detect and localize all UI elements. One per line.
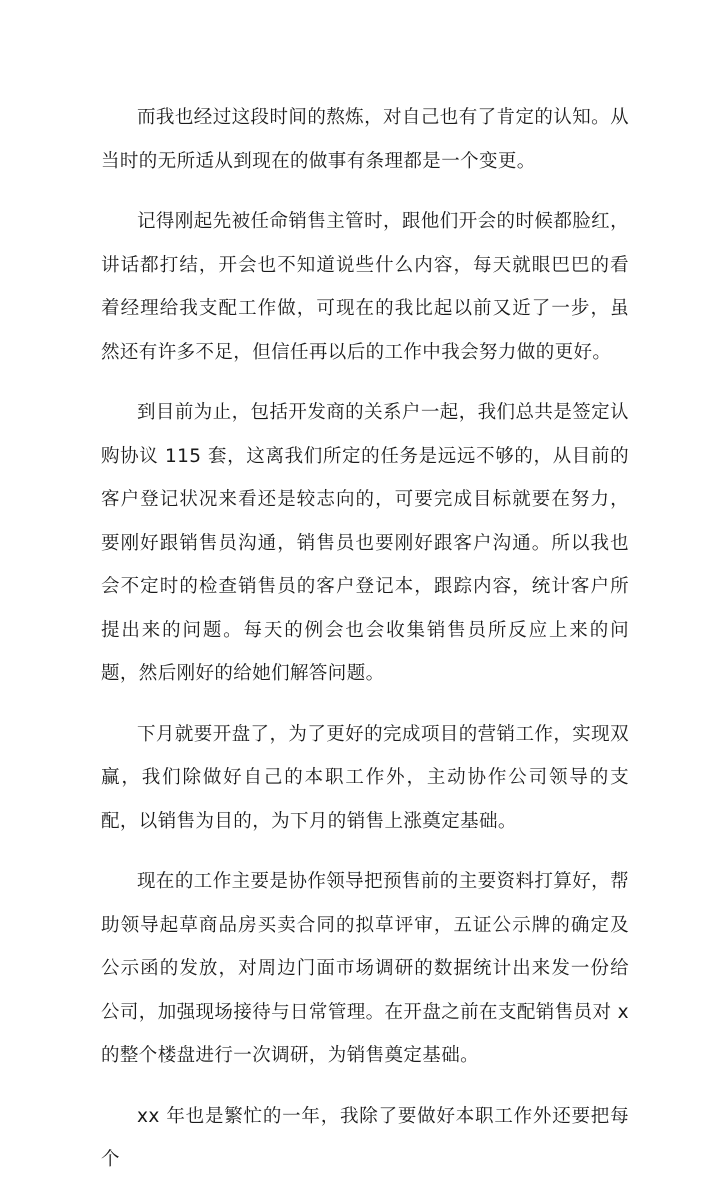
paragraph-4: 下月就要开盘了，为了更好的完成项目的营销工作，实现双赢，我们除做好自己的本职工作外，主动协作公司领导的支配，以销售为目的，为下月的销售上涨奠定基础。	[101, 723, 629, 832]
paragraph-6: xx 年也是繁忙的一年，我除了要做好本职工作外还要把每个	[101, 1105, 629, 1170]
document-body	[101, 96, 629, 1199]
paragraph-2: 记得刚起先被任命销售主管时，跟他们开会的时候都脸红，讲话都打结，开会也不知道说些什么内容，每天就眼巴巴的看着经理给我支配工作做，可现在的我比起以前又近了一步，虽然还有许多不足，但信任再以后的工作中我会努力做的更好。	[101, 211, 629, 363]
paragraph-5: 现在的工作主要是协作领导把预售前的主要资料打算好，帮助领导起草商品房买卖合同的拟草评审，五证公示牌的确定及公示函的发放，对周边门面市场调研的数据统计出来发一份给公司，加强现场接待与日常管理。在开盘之前在支配销售员对 x 的整个楼盘进行一次调研，为销售奠定基础。	[101, 871, 629, 1066]
paragraph-1: 而我也经过这段时间的熬炼，对自己也有了肯定的认知。从当时的无所适从到现在的做事有条理都是一个变更。	[101, 107, 629, 172]
paragraph-3: 到目前为止，包括开发商的关系户一起，我们总共是签定认购协议 115 套，这离我们所定的任务是远远不够的，从目前的客户登记状况来看还是较志向的，可要完成目标就要在努力，要刚好跟销售员沟通，销售员也要刚好跟客户沟通。所以我也会不定时的检查销售员的客户登记本，跟踪内容，统计客户所提出来的问题。每天的例会也会收集销售员所反应上来的问题，然后刚好的给她们解答问题。	[101, 402, 629, 684]
